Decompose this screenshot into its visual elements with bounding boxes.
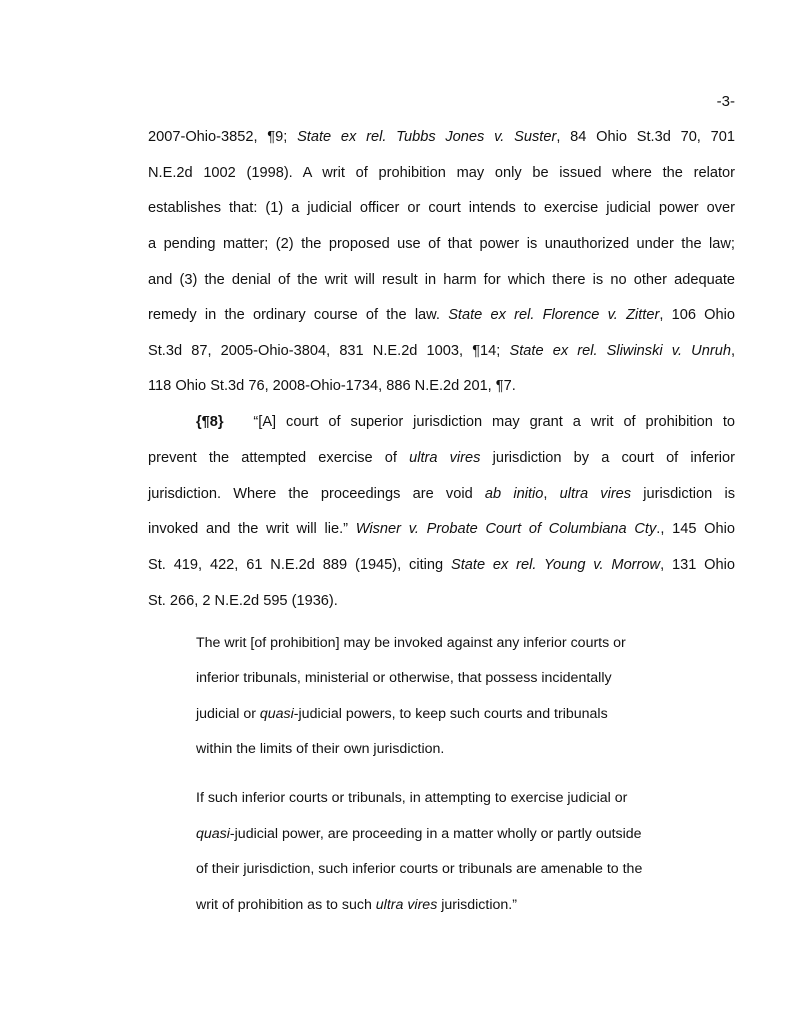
- quote-line: writ of prohibition as to such ultra vires jurisdiction.”: [196, 897, 517, 913]
- text-line: {¶8} “[A] court of superior jurisdiction may grant a writ of prohibition to: [196, 414, 735, 430]
- page-number: -3-: [716, 93, 735, 110]
- text-line: remedy in the ordinary course of the law. State ex rel. Florence v. Zitter, 106 Ohio: [148, 307, 735, 323]
- text-line: jurisdiction. Where the proceedings are void ab initio, ultra vires jurisdiction is: [148, 486, 736, 502]
- quote-line: of their jurisdiction, such inferior courts or tribunals are amenable to the: [196, 861, 643, 877]
- quote-line: inferior tribunals, ministerial or otherwise, that possess incidentally: [196, 670, 612, 686]
- text-line: St. 419, 422, 61 N.E.2d 889 (1945), citing State ex rel. Young v. Morrow, 131 Ohio: [148, 557, 735, 573]
- text-line: invoked and the writ will lie.” Wisner v. Probate Court of Columbiana Cty., 145 Ohio: [148, 521, 735, 537]
- quote-line: within the limits of their own jurisdiction.: [196, 741, 445, 757]
- italic-citation: State ex rel. Tubbs Jones v. Suster: [297, 129, 557, 145]
- text-line: 118 Ohio St.3d 76, 2008-Ohio-1734, 886 N.E.2d 201, ¶7.: [148, 378, 516, 394]
- quote-line: The writ [of prohibition] may be invoked against any inferior courts or: [196, 635, 626, 651]
- italic-citation: State ex rel. Florence v. Zitter: [448, 307, 660, 323]
- text-line: prevent the attempted exercise of ultra vires jurisdiction by a court of inferior: [148, 450, 735, 466]
- italic-citation: quasi: [259, 706, 294, 722]
- text-line: St.3d 87, 2005-Ohio-3804, 831 N.E.2d 1003, ¶14; State ex rel. Sliwinski v. Unruh,: [148, 343, 735, 359]
- quote-line: judicial or quasi-judicial powers, to keep such courts and tribunals: [196, 706, 608, 722]
- italic-citation: ab initio: [484, 486, 544, 502]
- italic-citation: ultra vires: [559, 486, 632, 502]
- quote-line: quasi-judicial power, are proceeding in a matter wholly or partly outside: [196, 826, 642, 842]
- italic-citation: State ex rel. Sliwinski v. Unruh: [509, 343, 731, 359]
- text-line: 2007-Ohio-3852, ¶9; State ex rel. Tubbs Jones v. Suster, 84 Ohio St.3d 70, 701: [148, 129, 735, 145]
- paragraph-marker: {¶8}: [196, 414, 224, 430]
- text-line: a pending matter; (2) the proposed use of that power is unauthorized under the law;: [148, 236, 735, 252]
- text-line: and (3) the denial of the writ will result in harm for which there is no other adequate: [148, 272, 735, 288]
- text-line: establishes that: (1) a judicial officer or court intends to exercise judicial power over: [148, 200, 735, 216]
- quote-line: If such inferior courts or tribunals, in attempting to exercise judicial or: [196, 790, 628, 806]
- text-line: N.E.2d 1002 (1998). A writ of prohibition may only be issued where the relator: [148, 165, 735, 181]
- text-line: St. 266, 2 N.E.2d 595 (1936).: [148, 593, 338, 609]
- italic-citation: ultra vires: [409, 450, 481, 466]
- italic-citation: ultra vires: [375, 897, 438, 913]
- italic-citation: Wisner v. Probate Court of Columbiana Cty: [355, 521, 657, 537]
- italic-citation: quasi: [196, 826, 230, 842]
- italic-citation: State ex rel. Young v. Morrow: [450, 557, 661, 573]
